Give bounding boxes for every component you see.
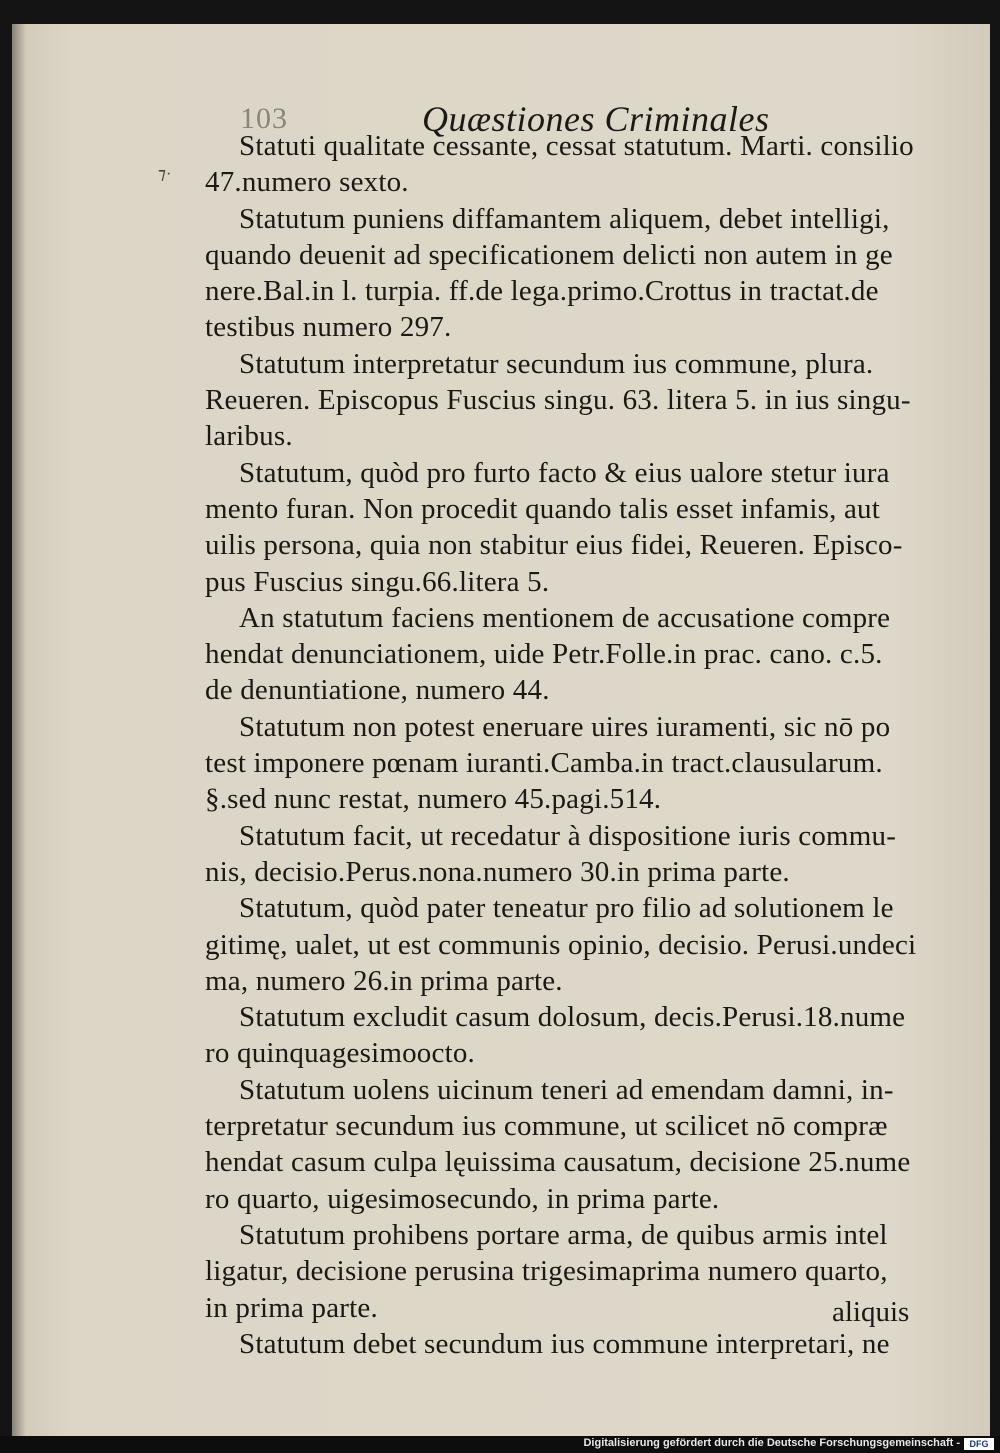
text-line: Reueren. Episcopus Fuscius singu. 63. litera 5. in ius singu-	[205, 384, 911, 417]
text-line: Statutum facit, ut recedatur à dispositione iuris commu-	[239, 819, 897, 852]
text-line: uilis persona, quia non stabitur eius fidei, Reueren. Episco-	[205, 529, 903, 562]
text-line: 47.numero sexto.	[205, 166, 409, 199]
text-line: mento furan. Non procedit quando talis esset infamis, aut	[205, 492, 881, 525]
text-line: gitimę, ualet, ut est communis opinio, decisio. Perusi.undeci	[205, 928, 917, 961]
text-line: ro quarto, uigesimosecundo, in prima parte.	[205, 1182, 720, 1215]
text-line: Statutum excludit casum dolosum, decis.Perusi.18.nume	[239, 1001, 906, 1034]
text-line: ligatur, decisione perusina trigesimaprima numero quarto,	[205, 1255, 888, 1288]
text-line: terpretatur secundum ius commune, ut scilicet nō compræ	[205, 1110, 888, 1143]
text-line: hendat casum culpa lęuissima causatum, decisione 25.nume	[205, 1146, 911, 1179]
text-line: Statutum interpretatur secundum ius commune, plura.	[239, 347, 874, 380]
text-line: Statutum, quòd pater teneatur pro filio ad solutionem le	[239, 892, 894, 925]
text-line: Statutum non potest eneruare uires iuramenti, sic nō po	[239, 710, 891, 743]
text-line: ma, numero 26.in prima parte.	[205, 964, 563, 997]
text-line: Statutum prohibens portare arma, de quibus armis intel	[239, 1218, 888, 1251]
text-line: §.sed nunc restat, numero 45.pagi.514.	[205, 783, 662, 816]
text-line: pus Fuscius singu.66.litera 5.	[205, 565, 550, 598]
text-line: Statutum uolens uicinum teneri ad emendam damni, in-	[239, 1073, 894, 1106]
margin-mark: ⁊·	[158, 166, 172, 183]
dfg-logo: DFG	[964, 1438, 994, 1450]
text-line: nere.Bal.in l. turpia. ff.de lega.primo.Crottus in tractat.de	[205, 275, 879, 308]
text-line: Statutum, quòd pro furto facto & eius ualore stetur iura	[239, 456, 890, 489]
text-line: Statuti qualitate cessante, cessat statutum. Marti. consilio	[239, 130, 914, 162]
text-line: quando deuenit ad specificationem delicti non autem in ge	[205, 238, 893, 271]
spine-shadow	[12, 24, 26, 1436]
text-line: ro quinquagesimoocto.	[205, 1037, 475, 1070]
text-line: An statutum faciens mentionem de accusatione compre	[239, 601, 891, 634]
text-line: de denuntiatione, numero 44.	[205, 674, 550, 707]
text-line: laribus.	[205, 420, 293, 453]
footer-bar	[0, 1436, 1000, 1453]
text-line: hendat denunciationem, uide Petr.Folle.in prac. cano. c.5.	[205, 638, 883, 671]
running-head: Quæstiones Criminales	[422, 99, 770, 139]
text-line: Statutum debet secundum ius commune interpretari, ne	[239, 1327, 890, 1360]
text-line: testibus numero 297.	[205, 311, 452, 344]
page-number: 103	[240, 102, 288, 135]
text-line: in prima parte.	[205, 1291, 378, 1324]
footer-credit: Digitalisierung gefördert durch die Deutsche Forschungsgemeinschaft -	[583, 1437, 960, 1449]
text-line: test imponere pœnam iuranti.Camba.in tract.clausularum.	[205, 747, 883, 780]
catchword: aliquis	[832, 1296, 910, 1328]
body-text	[205, 128, 950, 1362]
text-line: nis, decisio.Perus.nona.numero 30.in prima parte.	[205, 855, 790, 888]
text-line: Statutum puniens diffamantem aliquem, debet intelligi,	[239, 202, 890, 235]
